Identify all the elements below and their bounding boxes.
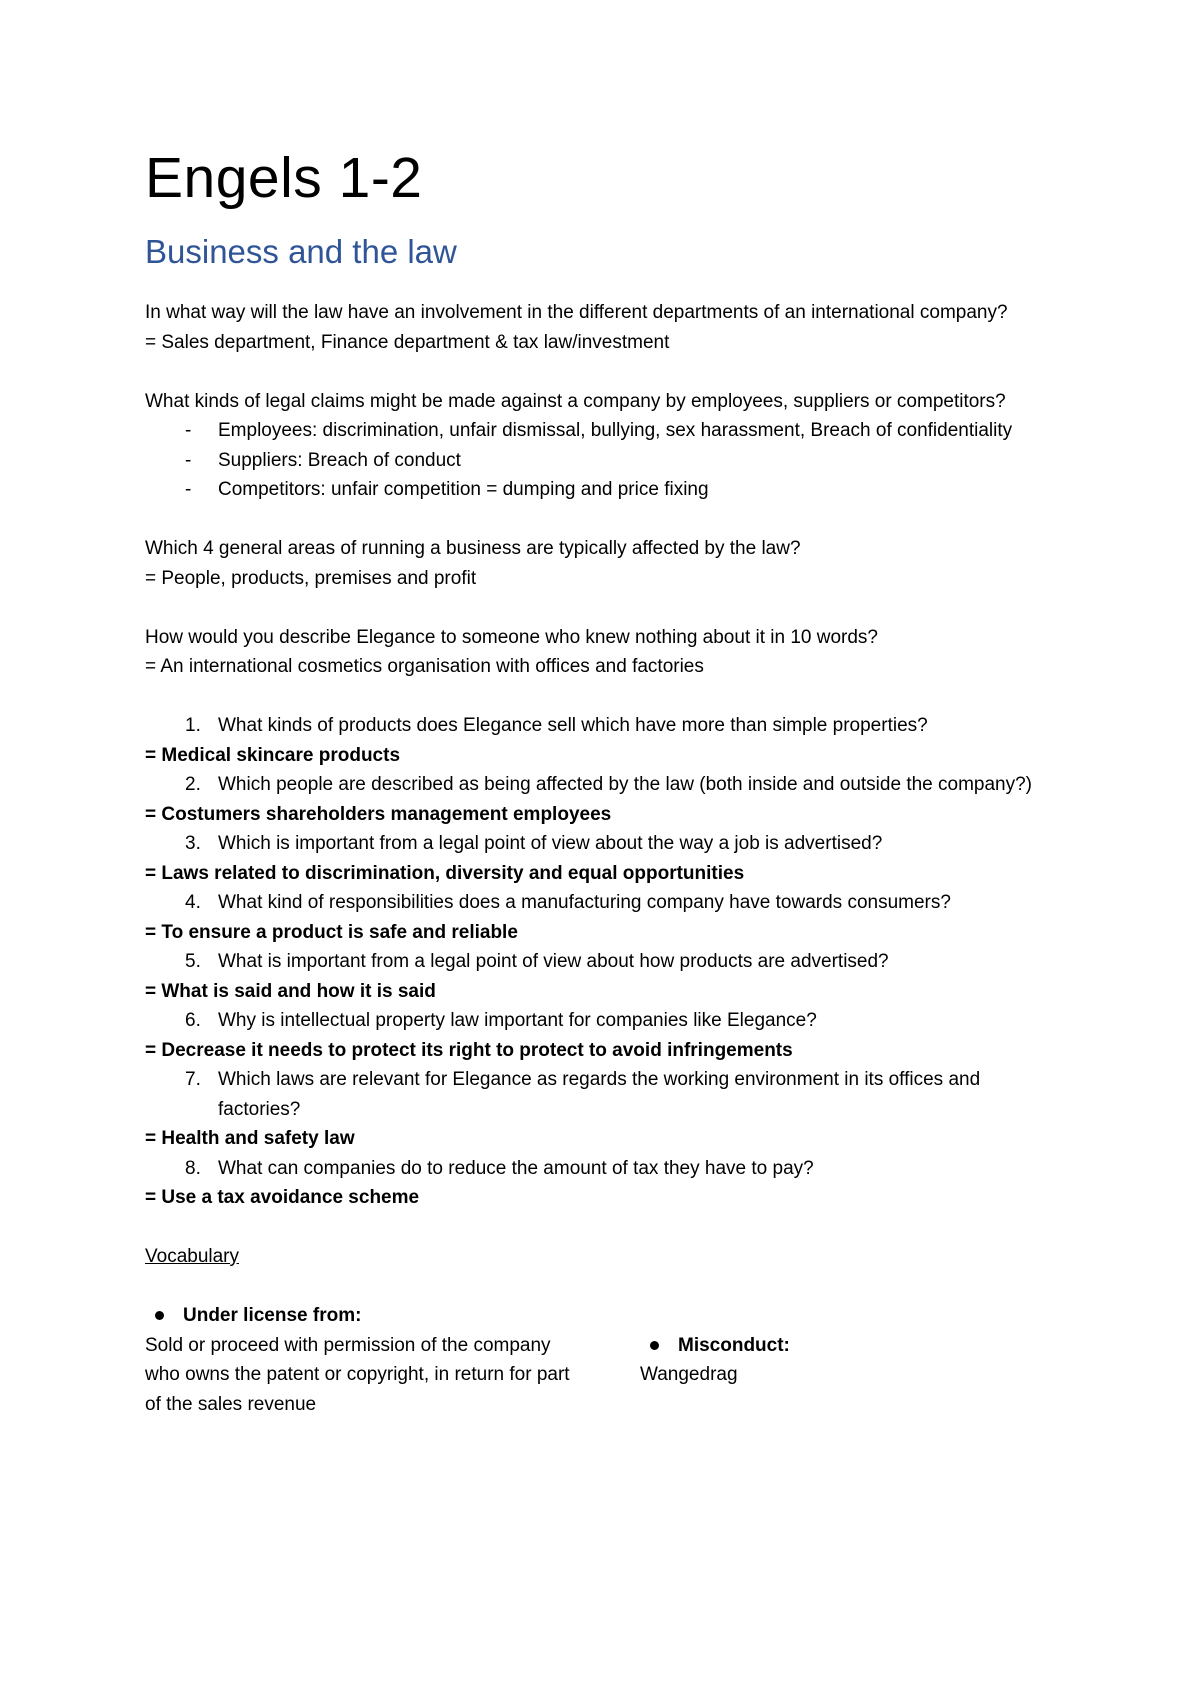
question-general-areas: Which 4 general areas of running a business are typically affected by the law? [145,538,801,559]
vocabulary-term-text: Under license from: [183,1305,362,1326]
vocabulary-list [145,1301,1065,1431]
numbered-answer: = To ensure a product is safe and reliable [145,921,518,943]
answer-describe-elegance: = An international cosmetics organisation with offices and factories [145,656,704,677]
numbered-answer: = Use a tax avoidance scheme [145,1187,420,1208]
question-describe-elegance: How would you describe Elegance to someone who knew nothing about it in 10 words? [145,626,879,648]
question-text: What is important from a legal point of view about how products are advertised? [218,951,889,972]
question-text: What kinds of products does Elegance sell which have more than simple properties? [218,715,928,736]
dash-marker: - [185,449,192,471]
numbered-question [145,1154,1065,1184]
numbered-answer: = Costumers shareholders management employees [145,803,612,825]
numbered-answer: = Decrease it needs to protect its right to protect to avoid infringements [145,1039,793,1061]
bullet-icon [155,1311,164,1320]
document-body [145,140,1065,1431]
question-number: 8. [185,1157,201,1179]
list-item [145,446,1065,476]
dash-marker: - [185,420,192,441]
numbered-answer: = Health and safety law [145,1128,355,1149]
vocabulary-definition: Wangedrag [640,1364,738,1385]
numbered-question [145,829,1065,859]
document-title: Engels 1-2 [145,146,423,210]
legal-claims-list [145,416,1065,505]
list-item [145,475,1065,505]
question-text: Which laws are relevant for Elegance as regards the working environment in its offices and factories? [218,1069,981,1120]
bullet-icon [650,1341,659,1350]
vocabulary-entry [640,1331,1040,1390]
question-legal-claims: What kinds of legal claims might be made against a company by employees, suppliers or competitors? [145,390,1006,412]
vocabulary-definition: Sold or proceed with permission of the company who owns the patent or copyright, in return for part of the sales revenue [145,1334,570,1415]
numbered-question [145,947,1065,977]
question-text: Which is important from a legal point of view about the way a job is advertised? [218,833,883,854]
question-number: 4. [185,892,201,913]
vocabulary-term [145,1301,585,1331]
document-subtitle: Business and the law [145,233,457,270]
answer-departments: = Sales department, Finance department & tax law/investment [145,331,670,353]
dash-marker: - [185,479,192,500]
question-text: Which people are described as being affected by the law (both inside and outside the company?) [218,774,1032,795]
question-number: 5. [185,951,201,972]
question-number: 2. [185,774,201,795]
numbered-answer: = What is said and how it is said [145,980,436,1002]
question-number: 6. [185,1010,201,1031]
question-text: Why is intellectual property law important for companies like Elegance? [218,1010,817,1031]
vocabulary-entry [145,1301,585,1419]
numbered-question [145,888,1065,918]
numbered-answer: = Medical skincare products [145,744,401,766]
question-number: 1. [185,715,201,736]
vocabulary-heading: Vocabulary [145,1246,240,1267]
numbered-question [145,770,1065,800]
question-departments: In what way will the law have an involvement in the different departments of an international company? [145,302,1008,323]
vocabulary-term-text: Misconduct: [678,1334,790,1356]
numbered-question [145,1006,1065,1036]
question-text: What kind of responsibilities does a manufacturing company have towards consumers? [218,892,951,913]
list-item-text: Employees: discrimination, unfair dismissal, bullying, sex harassment, Breach of confidentiality [218,420,1013,441]
vocabulary-term [640,1331,1040,1361]
list-item-text: Competitors: unfair competition = dumping and price fixing [218,479,709,500]
question-number: 3. [185,833,201,854]
numbered-questions [145,711,1065,1213]
notes-section [145,298,1065,1431]
question-number: 7. [185,1069,201,1090]
question-text: What can companies do to reduce the amount of tax they have to pay? [218,1157,814,1179]
numbered-question [145,1065,1065,1124]
numbered-answer: = Laws related to discrimination, diversity and equal opportunities [145,862,745,884]
numbered-question [145,711,1065,741]
list-item-text: Suppliers: Breach of conduct [218,449,461,471]
answer-general-areas: = People, products, premises and profit [145,567,477,589]
list-item [145,416,1065,446]
